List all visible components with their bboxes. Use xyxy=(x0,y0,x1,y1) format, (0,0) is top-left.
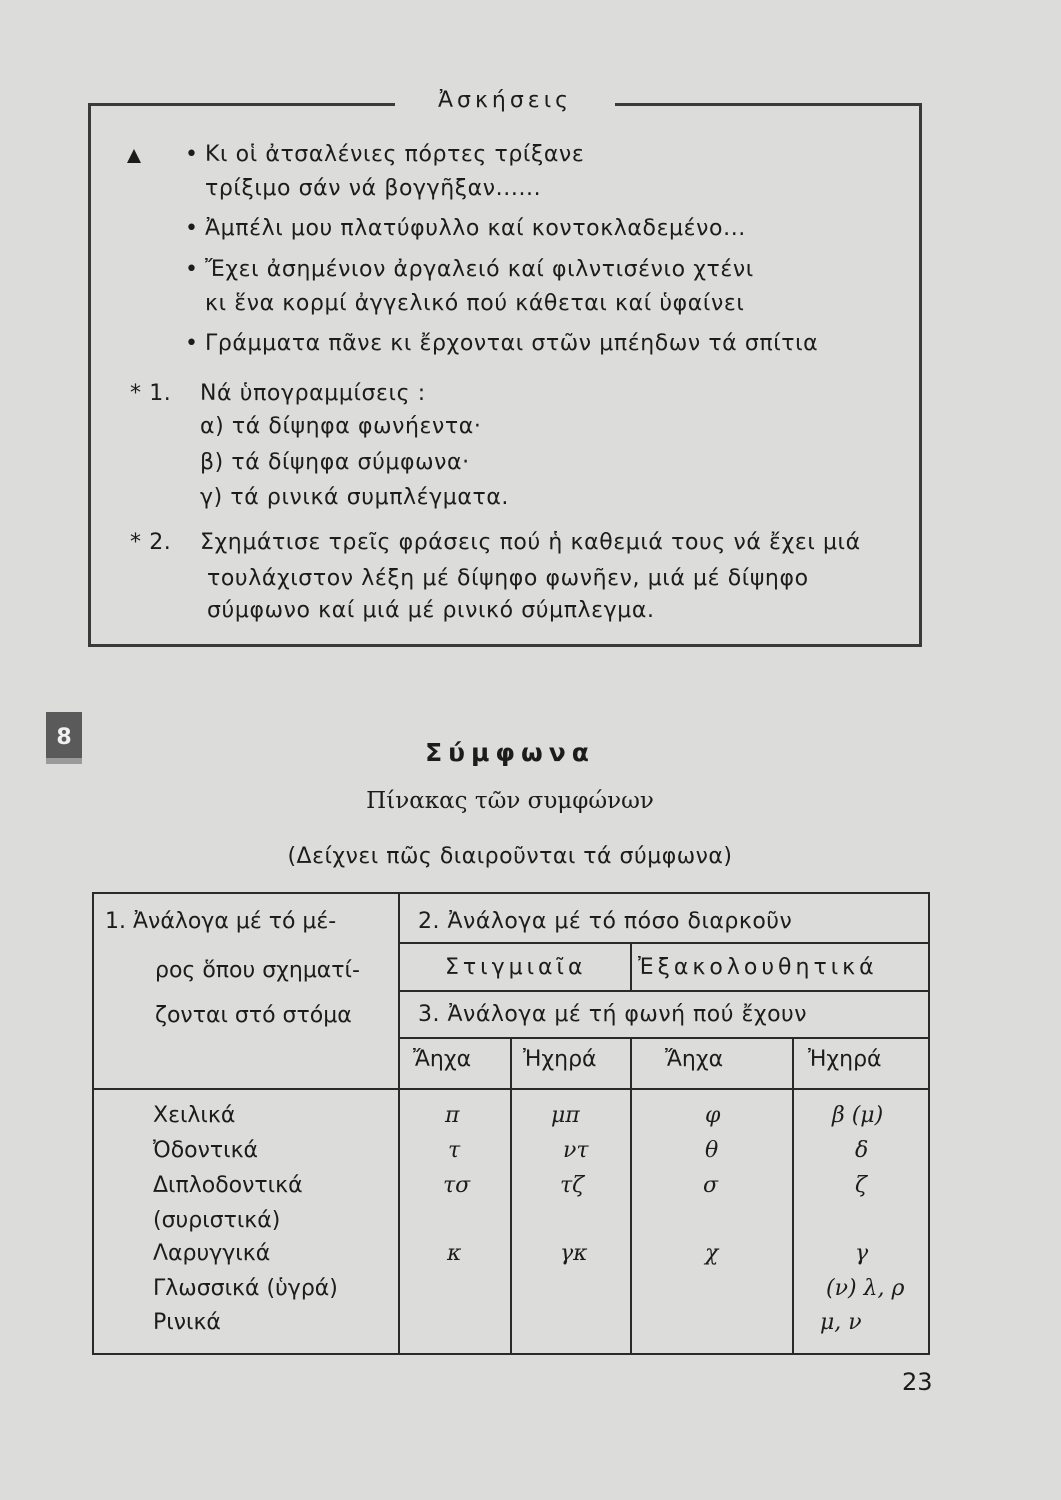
triangle-icon xyxy=(127,149,141,163)
task-1-item-c: γ) τά ρινικά συμπλέγματα. xyxy=(200,485,510,510)
section-number-badge: 8 xyxy=(46,712,82,764)
poem-line xyxy=(185,215,746,243)
poem-line xyxy=(205,290,744,318)
place-label: (συριστικά) xyxy=(153,1208,281,1233)
consonant-cell: τσ xyxy=(443,1173,471,1198)
place-label: Ὀδοντικά xyxy=(153,1138,259,1163)
place-header-line: 1. Ἀνάλογα μέ τό μέ- xyxy=(105,909,337,934)
table-divider xyxy=(398,1037,930,1039)
section-subtitle: Πίνακας τῶν συμφώνων xyxy=(366,788,654,814)
consonant-cell: χ xyxy=(705,1241,719,1266)
poem-line-text: Ἔχει ἀσημένιον ἀργαλειό καί φιλντισένιο χτένι xyxy=(205,257,754,282)
task-1-item-a: α) τά δίψηφα φωνήεντα· xyxy=(200,414,482,439)
poem-line-text: Ἀμπέλι μου πλατύφυλλο καί κοντοκλαδεμένο... xyxy=(205,216,746,241)
consonant-cell: γκ xyxy=(560,1241,588,1266)
table-divider xyxy=(92,1088,930,1090)
task-1-marker: * 1. xyxy=(130,381,172,406)
voiced-continuous-header: Ἠχηρά xyxy=(808,1047,882,1072)
place-label: Γλωσσικά (ὑγρά) xyxy=(153,1276,338,1301)
poem-line-text: κι ἕνα κορμί ἀγγελικό πού κάθεται καί ὑφαίνει xyxy=(205,291,745,316)
task-1-text: Νά ὑπογραμμίσεις : xyxy=(200,381,426,406)
voiceless-stop-header: Ἄηχα xyxy=(413,1047,472,1072)
continuous-header: Ἐξακολουθητικά xyxy=(638,955,878,980)
consonant-cell: μπ xyxy=(551,1103,580,1128)
place-label: Διπλοδοντικά xyxy=(153,1173,303,1198)
bullet: • xyxy=(185,331,199,356)
consonant-cell: θ xyxy=(705,1138,719,1163)
table-divider xyxy=(398,892,400,1355)
poem-line-text: Κι οἱ ἀτσαλένιες πόρτες τρίξανε xyxy=(205,142,585,167)
voiceless-continuous-header: Ἄηχα xyxy=(665,1047,724,1072)
task-2-line: τουλάχιστον λέξη μέ δίψηφο φωνῆεν, μιά μέ δίψηφο xyxy=(207,566,809,591)
consonant-cell: τζ xyxy=(560,1173,585,1198)
section-caption: (Δείχνει πῶς διαιροῦνται τά σύμφωνα) xyxy=(287,844,733,869)
page-number: 23 xyxy=(902,1368,933,1396)
section-title: Σύμφωνα xyxy=(425,738,595,767)
poem-line xyxy=(205,175,541,203)
consonant-cell: γ xyxy=(855,1241,869,1266)
task-1-item-b: β) τά δίψηφα σύμφωνα· xyxy=(200,450,470,475)
bullet: • xyxy=(185,216,199,241)
task-2-line: σύμφωνο καί μιά μέ ρινικό σύμπλεγμα. xyxy=(207,598,655,623)
table-divider xyxy=(630,1037,632,1355)
bullet: • xyxy=(185,257,199,282)
poem-line xyxy=(185,141,584,169)
bullet: • xyxy=(185,142,199,167)
consonant-cell: κ xyxy=(447,1241,462,1266)
consonant-cell: μ, ν xyxy=(820,1310,862,1335)
table-divider xyxy=(398,990,930,992)
poem-line-text: Γράμματα πᾶνε κι ἔρχονται στῶν μπέηδων τά σπίτια xyxy=(205,331,819,356)
consonant-cell: ζ xyxy=(855,1173,867,1198)
consonant-cell: σ xyxy=(703,1173,719,1198)
place-label: Ρινικά xyxy=(153,1310,221,1335)
place-header-line: ρος ὅπου σχηματί- xyxy=(155,958,360,983)
voice-header: 3. Ἀνάλογα μέ τή φωνή πού ἔχουν xyxy=(418,1002,808,1027)
poem-line xyxy=(185,256,754,284)
place-header-line: ζονται στό στόμα xyxy=(155,1003,352,1028)
consonant-cell: ντ xyxy=(563,1138,589,1163)
table-divider xyxy=(792,1037,794,1355)
consonant-cell: π xyxy=(445,1103,460,1128)
poem-line-text: τρίξιμο σάν νά βογγῆξαν...... xyxy=(205,176,542,201)
table-divider xyxy=(398,942,930,944)
voiced-stop-header: Ἠχηρά xyxy=(523,1047,597,1072)
poem-line xyxy=(185,330,818,358)
task-2-marker: * 2. xyxy=(130,530,172,555)
consonant-cell: β (μ) xyxy=(832,1103,884,1128)
duration-header: 2. Ἀνάλογα μέ τό πόσο διαρκοῦν xyxy=(418,909,793,934)
place-label: Λαρυγγικά xyxy=(153,1241,271,1266)
exercises-title: Ἀσκήσεις xyxy=(395,84,615,118)
stop-header: Στιγμιαῖα xyxy=(445,955,587,980)
consonant-cell: δ xyxy=(855,1138,869,1163)
consonant-cell: τ xyxy=(448,1138,461,1163)
consonant-cell: (ν) λ, ρ xyxy=(826,1276,905,1301)
place-label: Χειλικά xyxy=(153,1103,236,1128)
table-divider xyxy=(510,1037,512,1355)
table-divider xyxy=(630,942,632,990)
task-2-line: Σχημάτισε τρεῖς φράσεις πού ἡ καθεμιά τους νά ἔχει μιά xyxy=(200,530,861,555)
consonant-cell: φ xyxy=(705,1103,721,1128)
